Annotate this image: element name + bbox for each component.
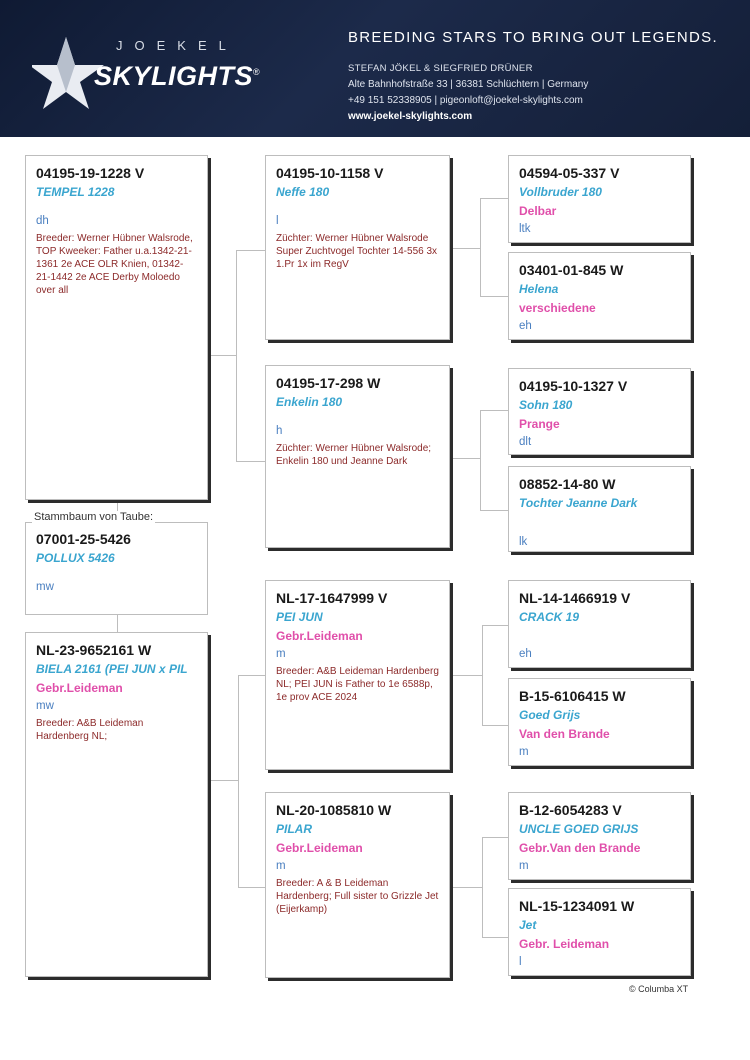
connector-line [236, 250, 265, 251]
great-grandparent-card[interactable] [508, 792, 691, 880]
color-code: dlt [519, 436, 532, 448]
color-code: ltk [519, 223, 531, 235]
great-grandparent-card[interactable] [508, 368, 691, 455]
ring-number: B-12-6054283 V [519, 802, 622, 818]
pigeon-name: TEMPEL 1228 [36, 185, 115, 199]
connector-line [450, 248, 480, 249]
pigeon-note: Breeder: A&B Leideman Hardenberg NL; [36, 718, 144, 742]
ring-number: 04195-19-1228 V [36, 165, 145, 181]
header-contact-info [348, 61, 588, 125]
ring-number: NL-23-9652161 W [36, 642, 152, 658]
pigeon-name: UNCLE GOED GRIJS [519, 822, 639, 836]
subject-card[interactable] [25, 522, 208, 615]
color-code: m [276, 860, 286, 872]
color-code: lk [519, 536, 528, 548]
great-grandparent-card[interactable] [508, 678, 691, 766]
pigeon-name: Sohn 180 [519, 398, 573, 412]
connector-line [482, 625, 483, 725]
copyright-notice: © Columba XT [629, 984, 689, 994]
ring-number: NL-15-1234091 W [519, 898, 635, 914]
pigeon-name: PILAR [276, 822, 312, 836]
pigeon-name: BIELA 2161 (PEI JUN x PIL [36, 662, 188, 676]
connector-line [480, 198, 508, 199]
connector-line [238, 675, 239, 888]
breeder-name: Gebr.Leideman [36, 681, 123, 695]
color-code: eh [519, 648, 532, 660]
maternal-grandmother-card[interactable] [265, 792, 450, 978]
breeder-name: Van den Brande [519, 727, 610, 741]
connector-line [236, 461, 265, 462]
connector-line [482, 837, 483, 937]
connector-line [450, 887, 482, 888]
header-contact: +49 151 52338905 | pigeonloft@joekel-skylights.com [348, 95, 583, 106]
pigeon-note: Breeder: A & B Leideman Hardenberg; Full sister to Grizzle Jet (Eijerkamp) [276, 878, 439, 915]
ring-number: 04195-17-298 W [276, 375, 381, 391]
connector-line [482, 625, 508, 626]
father-card[interactable] [25, 155, 208, 500]
ring-number: NL-14-1466919 V [519, 590, 631, 606]
pigeon-name: Vollbruder 180 [519, 185, 602, 199]
connector-line [238, 675, 265, 676]
great-grandparent-card[interactable] [508, 155, 691, 243]
pigeon-name: Goed Grijs [519, 708, 581, 722]
pigeon-note: Breeder: Werner Hübner Walsrode, TOP Kweeker: Father u.a.1342-21-1361 2e ACE OLR Knien, 01342-21-1442 2e ACE Derby Moloedo over all [36, 233, 193, 296]
great-grandparent-card[interactable] [508, 252, 691, 340]
logo-joekel-text: JOEKEL [116, 38, 238, 53]
connector-line [480, 198, 481, 296]
breeder-name: Gebr.Leideman [276, 629, 363, 643]
breeder-name: Gebr.Leideman [276, 841, 363, 855]
pigeon-name: POLLUX 5426 [36, 551, 115, 565]
pedigree-label: Stammbaum von Taube: [34, 511, 154, 523]
pigeon-name: Helena [519, 282, 559, 296]
skylights-logo [30, 30, 270, 110]
connector-line [480, 510, 508, 511]
connector-line [482, 937, 508, 938]
pigeon-name: Enkelin 180 [276, 395, 343, 409]
color-code: dh [36, 215, 49, 227]
color-code: l [276, 215, 279, 227]
pigeon-name: Tochter Jeanne Dark [519, 496, 638, 510]
connector-line [480, 296, 508, 297]
header-address: Alte Bahnhofstraße 33 | 36381 Schlüchtern | Germany [348, 79, 589, 90]
breeder-name: Delbar [519, 204, 557, 218]
connector-line [238, 887, 265, 888]
connector-line [208, 780, 238, 781]
color-code: eh [519, 320, 532, 332]
mother-card[interactable] [25, 632, 208, 977]
ring-number: 08852-14-80 W [519, 476, 616, 492]
header-slogan: BREEDING STARS TO BRING OUT LEGENDS. [348, 29, 718, 46]
color-code: mw [36, 700, 54, 712]
great-grandparent-card[interactable] [508, 466, 691, 552]
paternal-grandmother-card[interactable] [265, 365, 450, 548]
connector-line [117, 615, 118, 632]
maternal-grandfather-card[interactable] [265, 580, 450, 770]
color-code: m [519, 746, 529, 758]
pigeon-note: Züchter: Werner Hübner Walsrode Super Zuchtvogel Tochter 14-556 3x 1.Pr 1x im RegV [276, 233, 438, 270]
connector-line [482, 725, 508, 726]
pigeon-name: PEI JUN [276, 610, 323, 624]
connector-line [208, 355, 236, 356]
ring-number: B-15-6106415 W [519, 688, 626, 704]
breeder-name: verschiedene [519, 301, 596, 315]
ring-number: 04195-10-1327 V [519, 378, 628, 394]
header-website-link[interactable]: www.joekel-skylights.com [348, 111, 473, 122]
ring-number: 04594-05-337 V [519, 165, 620, 181]
color-code: m [519, 860, 529, 872]
logo-skylights-text: SKYLIGHTS® [94, 61, 261, 91]
pigeon-note: Züchter: Werner Hübner Walsrode; Enkelin 180 und Jeanne Dark [276, 443, 432, 467]
color-code: h [276, 425, 283, 437]
pigeon-name: CRACK 19 [519, 610, 580, 624]
great-grandparent-card[interactable] [508, 580, 691, 668]
ring-number: 03401-01-845 W [519, 262, 624, 278]
ring-number: 04195-10-1158 V [276, 165, 384, 181]
connector-line [450, 458, 480, 459]
ring-number: NL-17-1647999 V [276, 590, 388, 606]
ring-number: 07001-25-5426 [36, 531, 131, 547]
paternal-grandfather-card[interactable] [265, 155, 450, 340]
connector-line [450, 675, 482, 676]
ring-number: NL-20-1085810 W [276, 802, 392, 818]
breeder-name: Prange [519, 417, 560, 431]
header-owner-names: STEFAN JÖKEL & SIEGFRIED DRÜNER [348, 63, 533, 74]
header-banner [0, 0, 750, 137]
color-code: m [276, 648, 286, 660]
pigeon-name: Jet [519, 918, 537, 932]
connector-line [236, 250, 237, 462]
great-grandparent-card[interactable] [508, 888, 691, 976]
connector-line [480, 410, 508, 411]
pigeon-name: Neffe 180 [276, 185, 330, 199]
breeder-name: Gebr. Leideman [519, 937, 610, 951]
breeder-name: Gebr.Van den Brande [519, 841, 641, 855]
pigeon-note: Breeder: A&B Leideman Hardenberg NL; PEI JUN is Father to 1e 6588p, 1e prov ACE 2024 [276, 666, 439, 703]
connector-line [482, 837, 508, 838]
color-code: l [519, 956, 522, 968]
connector-line [480, 410, 481, 510]
color-code: mw [36, 581, 54, 593]
